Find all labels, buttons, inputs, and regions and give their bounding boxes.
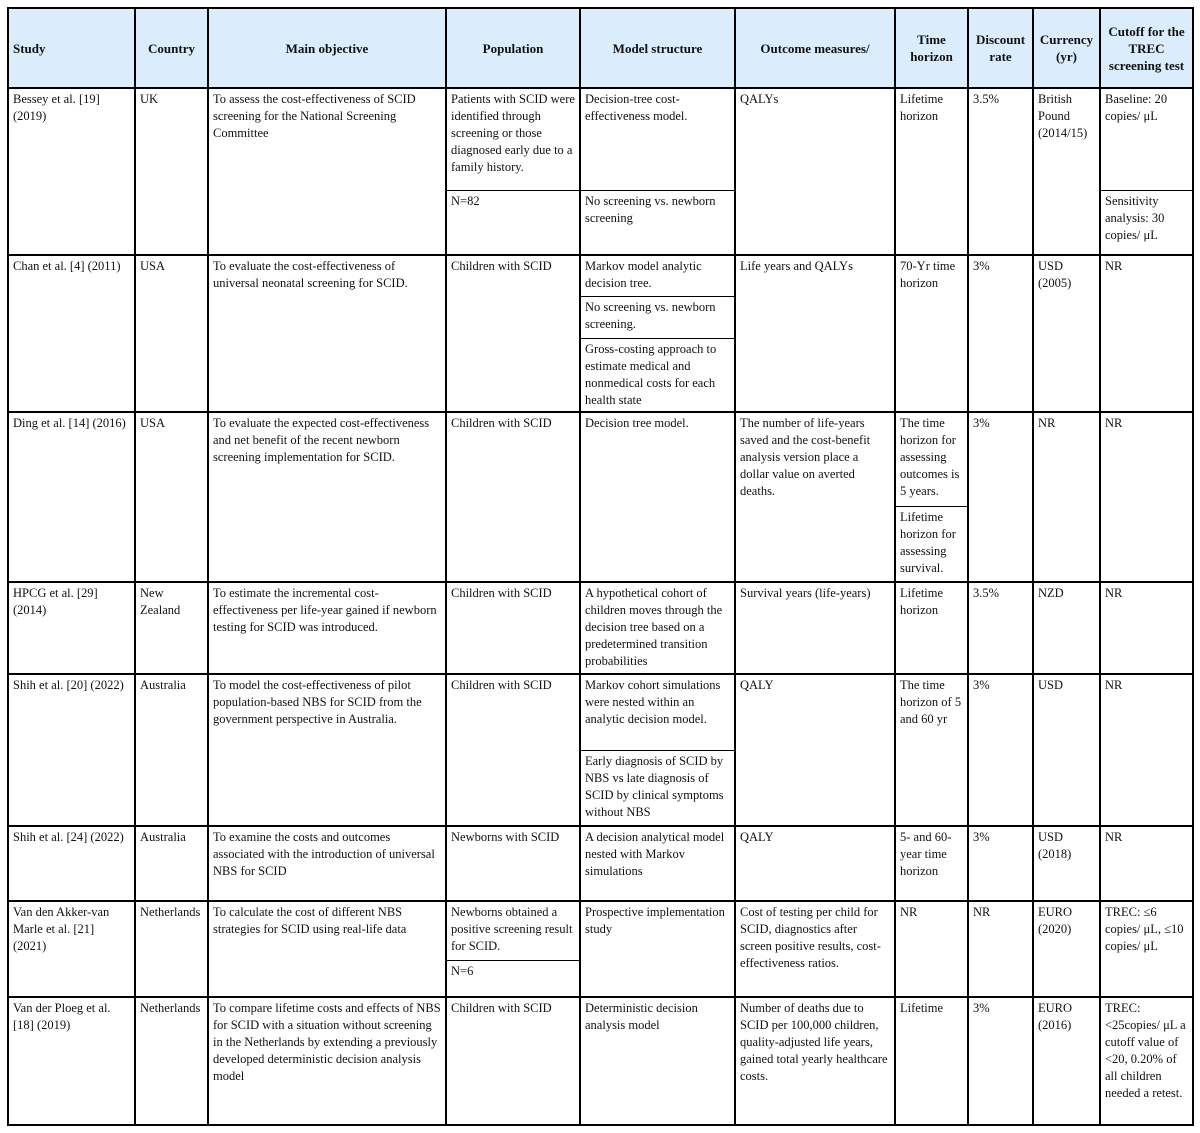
cell-time: 5- and 60-year time horizon bbox=[895, 826, 968, 901]
header-cutoff: Cutoff for the TREC screening test bbox=[1100, 8, 1193, 88]
header-study: Study bbox=[8, 8, 135, 88]
cell-objective: To evaluate the expected cost-effectiveness and net benefit of the recent newborn screening implementation for SCID. bbox=[208, 412, 446, 582]
table-row bbox=[8, 674, 1193, 751]
header-country: Country bbox=[135, 8, 208, 88]
cell-discount: 3.5% bbox=[968, 582, 1033, 674]
cell-outcome: Number of deaths due to SCID per 100,000 children, quality-adjusted life years, gained total yearly healthcare costs. bbox=[735, 997, 895, 1125]
cell-time: 70-Yr time horizon bbox=[895, 255, 968, 412]
cell-objective: To examine the costs and outcomes associated with the introduction of universal NBS for SCID bbox=[208, 826, 446, 901]
cell-population: Children with SCID bbox=[446, 997, 580, 1125]
cell-cutoff: TREC: ≤6 copies/ μL, ≤10 copies/ μL bbox=[1100, 901, 1193, 997]
cell-objective: To estimate the incremental cost-effectiveness per life-year gained if newborn testing for SCID was introduced. bbox=[208, 582, 446, 674]
cell-population: Newborns obtained a positive screening result for SCID. bbox=[446, 901, 580, 961]
header-time-horizon: Time horizon bbox=[895, 8, 968, 88]
cell-outcome: QALYs bbox=[735, 88, 895, 255]
cell-model: Decision-tree cost-effectiveness model. bbox=[580, 88, 735, 190]
cell-outcome: The number of life-years saved and the cost-benefit analysis version place a dollar value on averted deaths. bbox=[735, 412, 895, 582]
cell-model: No screening vs. newborn screening. bbox=[580, 296, 735, 338]
cell-time: Lifetime horizon for assessing survival. bbox=[895, 507, 968, 582]
cell-objective: To evaluate the cost-effectiveness of universal neonatal screening for SCID. bbox=[208, 255, 446, 412]
table-row bbox=[8, 826, 1193, 901]
header-currency: Currency (yr) bbox=[1033, 8, 1100, 88]
cell-population: Children with SCID bbox=[446, 255, 580, 412]
header-discount-rate: Discount rate bbox=[968, 8, 1033, 88]
cell-model: No screening vs. newborn screening bbox=[580, 190, 735, 255]
cell-objective: To calculate the cost of different NBS strategies for SCID using real-life data bbox=[208, 901, 446, 997]
table-row bbox=[8, 997, 1193, 1125]
cell-population: N=82 bbox=[446, 190, 580, 255]
cell-cutoff: Baseline: 20 copies/ μL bbox=[1100, 88, 1193, 190]
cell-time: The time horizon for assessing outcomes is 5 years. bbox=[895, 412, 968, 507]
cell-study: Van der Ploeg et al. [18] (2019) bbox=[8, 997, 135, 1125]
cell-cutoff: NR bbox=[1100, 582, 1193, 674]
cell-currency: NZD bbox=[1033, 582, 1100, 674]
cell-cutoff: NR bbox=[1100, 255, 1193, 412]
cell-discount: 3% bbox=[968, 997, 1033, 1125]
cell-study: Bessey et al. [19] (2019) bbox=[8, 88, 135, 255]
cell-study: Chan et al. [4] (2011) bbox=[8, 255, 135, 412]
cell-population: Children with SCID bbox=[446, 674, 580, 826]
cell-time: Lifetime horizon bbox=[895, 582, 968, 674]
cell-population: Children with SCID bbox=[446, 412, 580, 582]
cell-currency: British Pound (2014/15) bbox=[1033, 88, 1100, 255]
cell-study: HPCG et al. [29] (2014) bbox=[8, 582, 135, 674]
cell-currency: USD (2005) bbox=[1033, 255, 1100, 412]
cell-model: Deterministic decision analysis model bbox=[580, 997, 735, 1125]
cell-outcome: QALY bbox=[735, 826, 895, 901]
cell-country: New Zealand bbox=[135, 582, 208, 674]
cell-population: Newborns with SCID bbox=[446, 826, 580, 901]
cell-cutoff: Sensitivity analysis: 30 copies/ μL bbox=[1100, 190, 1193, 255]
cell-country: Netherlands bbox=[135, 997, 208, 1125]
study-characteristics-table bbox=[7, 7, 1194, 1126]
cell-country: Australia bbox=[135, 674, 208, 826]
cell-time: Lifetime bbox=[895, 997, 968, 1125]
cell-currency: EURO (2016) bbox=[1033, 997, 1100, 1125]
cell-cutoff: NR bbox=[1100, 412, 1193, 582]
cell-discount: 3% bbox=[968, 674, 1033, 826]
cell-discount: 3% bbox=[968, 412, 1033, 582]
cell-study: Shih et al. [24] (2022) bbox=[8, 826, 135, 901]
cell-cutoff: TREC: <25copies/ μL a cutoff value of <20, 0.20% of all children needed a retest. bbox=[1100, 997, 1193, 1125]
cell-discount: 3.5% bbox=[968, 88, 1033, 255]
table-row bbox=[8, 412, 1193, 507]
cell-model: Markov cohort simulations were nested within an analytic decision model. bbox=[580, 674, 735, 751]
cell-model: Markov model analytic decision tree. bbox=[580, 255, 735, 296]
header-row bbox=[8, 8, 1193, 88]
header-model-structure: Model structure bbox=[580, 8, 735, 88]
cell-objective: To model the cost-effectiveness of pilot population-based NBS for SCID from the government perspective in Australia. bbox=[208, 674, 446, 826]
cell-study: Ding et al. [14] (2016) bbox=[8, 412, 135, 582]
cell-discount: 3% bbox=[968, 826, 1033, 901]
table-row bbox=[8, 88, 1193, 190]
cell-currency: USD (2018) bbox=[1033, 826, 1100, 901]
cell-currency: NR bbox=[1033, 412, 1100, 582]
cell-model: Gross-costing approach to estimate medical and nonmedical costs for each health state bbox=[580, 338, 735, 412]
cell-outcome: Survival years (life-years) bbox=[735, 582, 895, 674]
table-row bbox=[8, 255, 1193, 296]
cell-discount: 3% bbox=[968, 255, 1033, 412]
table-row bbox=[8, 901, 1193, 961]
cell-model: Prospective implementation study bbox=[580, 901, 735, 997]
cell-outcome: Cost of testing per child for SCID, diagnostics after screen positive results, cost-effectiveness ratios. bbox=[735, 901, 895, 997]
cell-country: USA bbox=[135, 255, 208, 412]
cell-cutoff: NR bbox=[1100, 826, 1193, 901]
cell-study: Shih et al. [20] (2022) bbox=[8, 674, 135, 826]
header-population: Population bbox=[446, 8, 580, 88]
cell-population: N=6 bbox=[446, 961, 580, 997]
cell-outcome: QALY bbox=[735, 674, 895, 826]
cell-objective: To compare lifetime costs and effects of NBS for SCID with a situation without screening in the Netherlands by extending a previously developed deterministic decision analysis model bbox=[208, 997, 446, 1125]
cell-population: Children with SCID bbox=[446, 582, 580, 674]
cell-time: NR bbox=[895, 901, 968, 997]
cell-country: Netherlands bbox=[135, 901, 208, 997]
cell-model: A hypothetical cohort of children moves through the decision tree based on a predetermined transition probabilities bbox=[580, 582, 735, 674]
header-main-objective: Main objective bbox=[208, 8, 446, 88]
cell-model: Early diagnosis of SCID by NBS vs late diagnosis of SCID by clinical symptoms without NBS bbox=[580, 751, 735, 826]
cell-model: A decision analytical model nested with Markov simulations bbox=[580, 826, 735, 901]
cell-country: USA bbox=[135, 412, 208, 582]
cell-population: Patients with SCID were identified through screening or those diagnosed early due to a family history. bbox=[446, 88, 580, 190]
cell-time: Lifetime horizon bbox=[895, 88, 968, 255]
cell-outcome: Life years and QALYs bbox=[735, 255, 895, 412]
cell-currency: USD bbox=[1033, 674, 1100, 826]
cell-objective: To assess the cost-effectiveness of SCID screening for the National Screening Committee bbox=[208, 88, 446, 255]
cell-model: Decision tree model. bbox=[580, 412, 735, 582]
cell-study: Van den Akker-van Marle et al. [21] (2021) bbox=[8, 901, 135, 997]
header-outcome-measures: Outcome measures/ bbox=[735, 8, 895, 88]
cell-country: UK bbox=[135, 88, 208, 255]
cell-discount: NR bbox=[968, 901, 1033, 997]
cell-time: The time horizon of 5 and 60 yr bbox=[895, 674, 968, 826]
table-row bbox=[8, 582, 1193, 674]
cell-currency: EURO (2020) bbox=[1033, 901, 1100, 997]
cell-cutoff: NR bbox=[1100, 674, 1193, 826]
cell-country: Australia bbox=[135, 826, 208, 901]
